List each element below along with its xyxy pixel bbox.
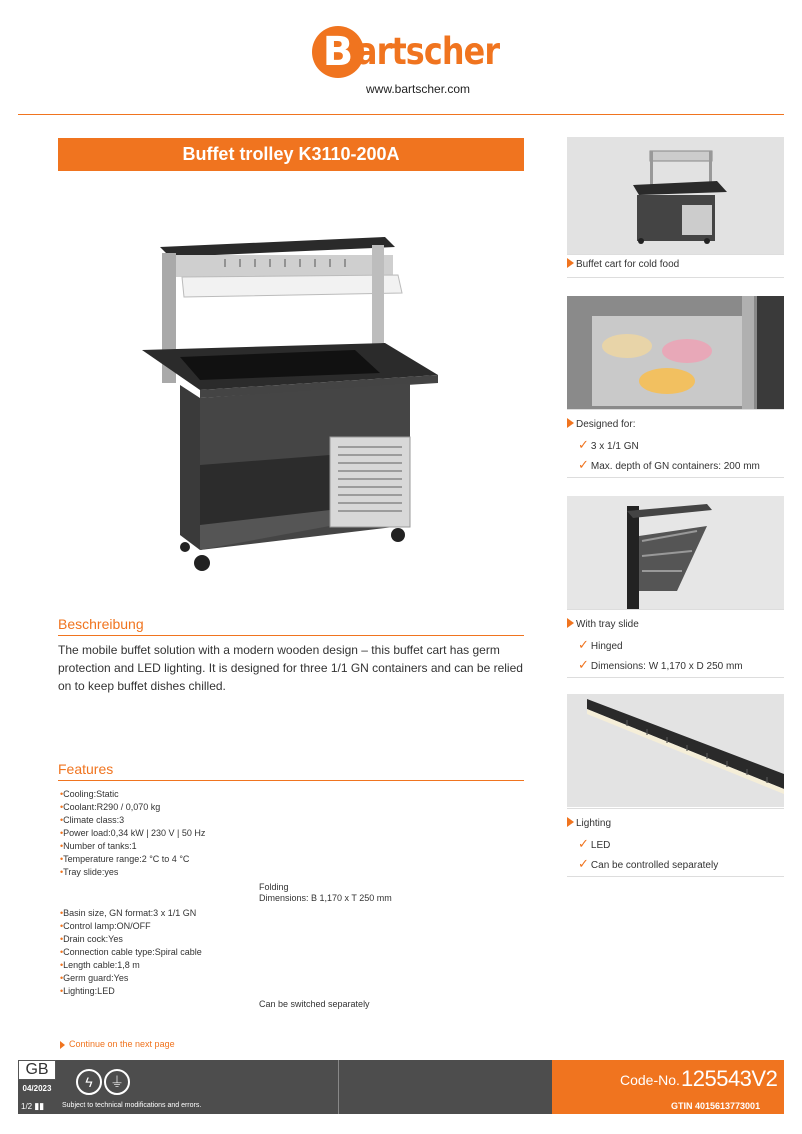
list-item: •Number of tanks:1 [60, 841, 137, 851]
product-title: Buffet trolley K3110-200A [58, 138, 524, 171]
thumb-divider [567, 876, 784, 877]
features-list-1 [60, 788, 205, 879]
list-item: •Germ guard:Yes [60, 973, 129, 983]
page-number: 1/2 ▮▮ [18, 1098, 56, 1114]
continue-link[interactable]: Continue on the next page [60, 1039, 175, 1049]
list-item: •Temperature range:2 °C to 4 °C [60, 854, 190, 864]
gtin: GTIN 4015613773001 [671, 1101, 761, 1111]
code-label: Code-No. [620, 1072, 680, 1088]
features-divider [58, 780, 524, 781]
arrow-right-icon [60, 1041, 65, 1049]
thumb-divider [567, 677, 784, 678]
arrow-right-icon [567, 618, 574, 628]
thumb-divider [567, 254, 784, 255]
check-item: ✓ Hinged [578, 637, 623, 652]
thumb-divider [567, 277, 784, 278]
check-item: ✓ Dimensions: W 1,170 x D 250 mm [578, 657, 743, 672]
code-value: 125543V2 [681, 1066, 778, 1091]
footer-divider [338, 1060, 339, 1114]
thumb-tray-slide [567, 496, 784, 609]
book-icon: ▮▮ [34, 1101, 45, 1111]
thumb-gn-containers [567, 296, 784, 409]
check-item: ✓ Can be controlled separately [578, 856, 719, 871]
list-item: •Coolant:R290 / 0,070 kg [60, 802, 161, 812]
product-image [140, 225, 440, 575]
caption-2: Designed for: [567, 418, 635, 430]
check-icon: ✓ [578, 437, 589, 452]
thumb-buffet-cart [567, 137, 784, 254]
list-item: •Connection cable type:Spiral cable [60, 947, 202, 957]
list-item: •Control lamp:ON/OFF [60, 921, 151, 931]
description-heading: Beschreibung [58, 616, 144, 632]
list-item: •Cooling:Static [60, 789, 119, 799]
bartscher-logo [312, 24, 500, 82]
header-divider [18, 114, 784, 115]
check-item: ✓ Max. depth of GN containers: 200 mm [578, 457, 760, 472]
arrow-right-icon [567, 817, 574, 827]
power-icon: ϟ [76, 1069, 102, 1095]
plug-icon: ⏚ [104, 1069, 130, 1095]
caption-1: Buffet cart for cold food [567, 258, 679, 270]
list-item: •Length cable:1,8 m [60, 960, 140, 970]
list-item: •Basin size, GN format:3 x 1/1 GN [60, 908, 197, 918]
list-item: •Tray slide:yes [60, 867, 119, 877]
arrow-right-icon [567, 418, 574, 428]
caption-4: Lighting [567, 817, 611, 829]
logo-text: artscher [356, 30, 500, 73]
list-item: •Drain cock:Yes [60, 934, 123, 944]
thumb-divider [567, 609, 784, 610]
check-icon: ✓ [578, 836, 589, 851]
check-icon: ✓ [578, 637, 589, 652]
check-icon: ✓ [578, 457, 589, 472]
tray-slide-note: Folding Dimensions: B 1,170 x T 250 mm [259, 882, 392, 903]
thumb-divider [567, 477, 784, 478]
check-item: ✓ LED [578, 836, 611, 851]
date-badge: 04/2023 [18, 1081, 56, 1096]
lighting-note: Can be switched separately [259, 999, 370, 1009]
thumb-lighting [567, 694, 784, 807]
thumb-divider [567, 409, 784, 410]
logo-letter: B [312, 26, 364, 78]
website-link[interactable]: www.bartscher.com [366, 82, 471, 96]
list-item: •Power load:0,34 kW | 230 V | 50 Hz [60, 828, 206, 838]
description-text: The mobile buffet solution with a modern wooden design – this buffet cart has germ protection and LED lighting. It is designed for three 1/1 GN containers and can be relied on to keep buffet dishes chilled. [58, 643, 523, 693]
thumb-divider [567, 808, 784, 809]
language-badge: GB [18, 1060, 56, 1080]
check-item: ✓ 3 x 1/1 GN [578, 437, 639, 452]
list-item: •Climate class:3 [60, 815, 125, 825]
check-icon: ✓ [578, 856, 589, 871]
features-heading: Features [58, 761, 114, 777]
list-item: •Lighting:LED [60, 986, 115, 996]
disclaimer: Subject to technical modifications and errors. [62, 1102, 202, 1109]
arrow-right-icon [567, 258, 574, 268]
features-list-2 [60, 907, 202, 998]
check-icon: ✓ [578, 657, 589, 672]
description-divider [58, 635, 524, 636]
caption-3: With tray slide [567, 618, 639, 630]
